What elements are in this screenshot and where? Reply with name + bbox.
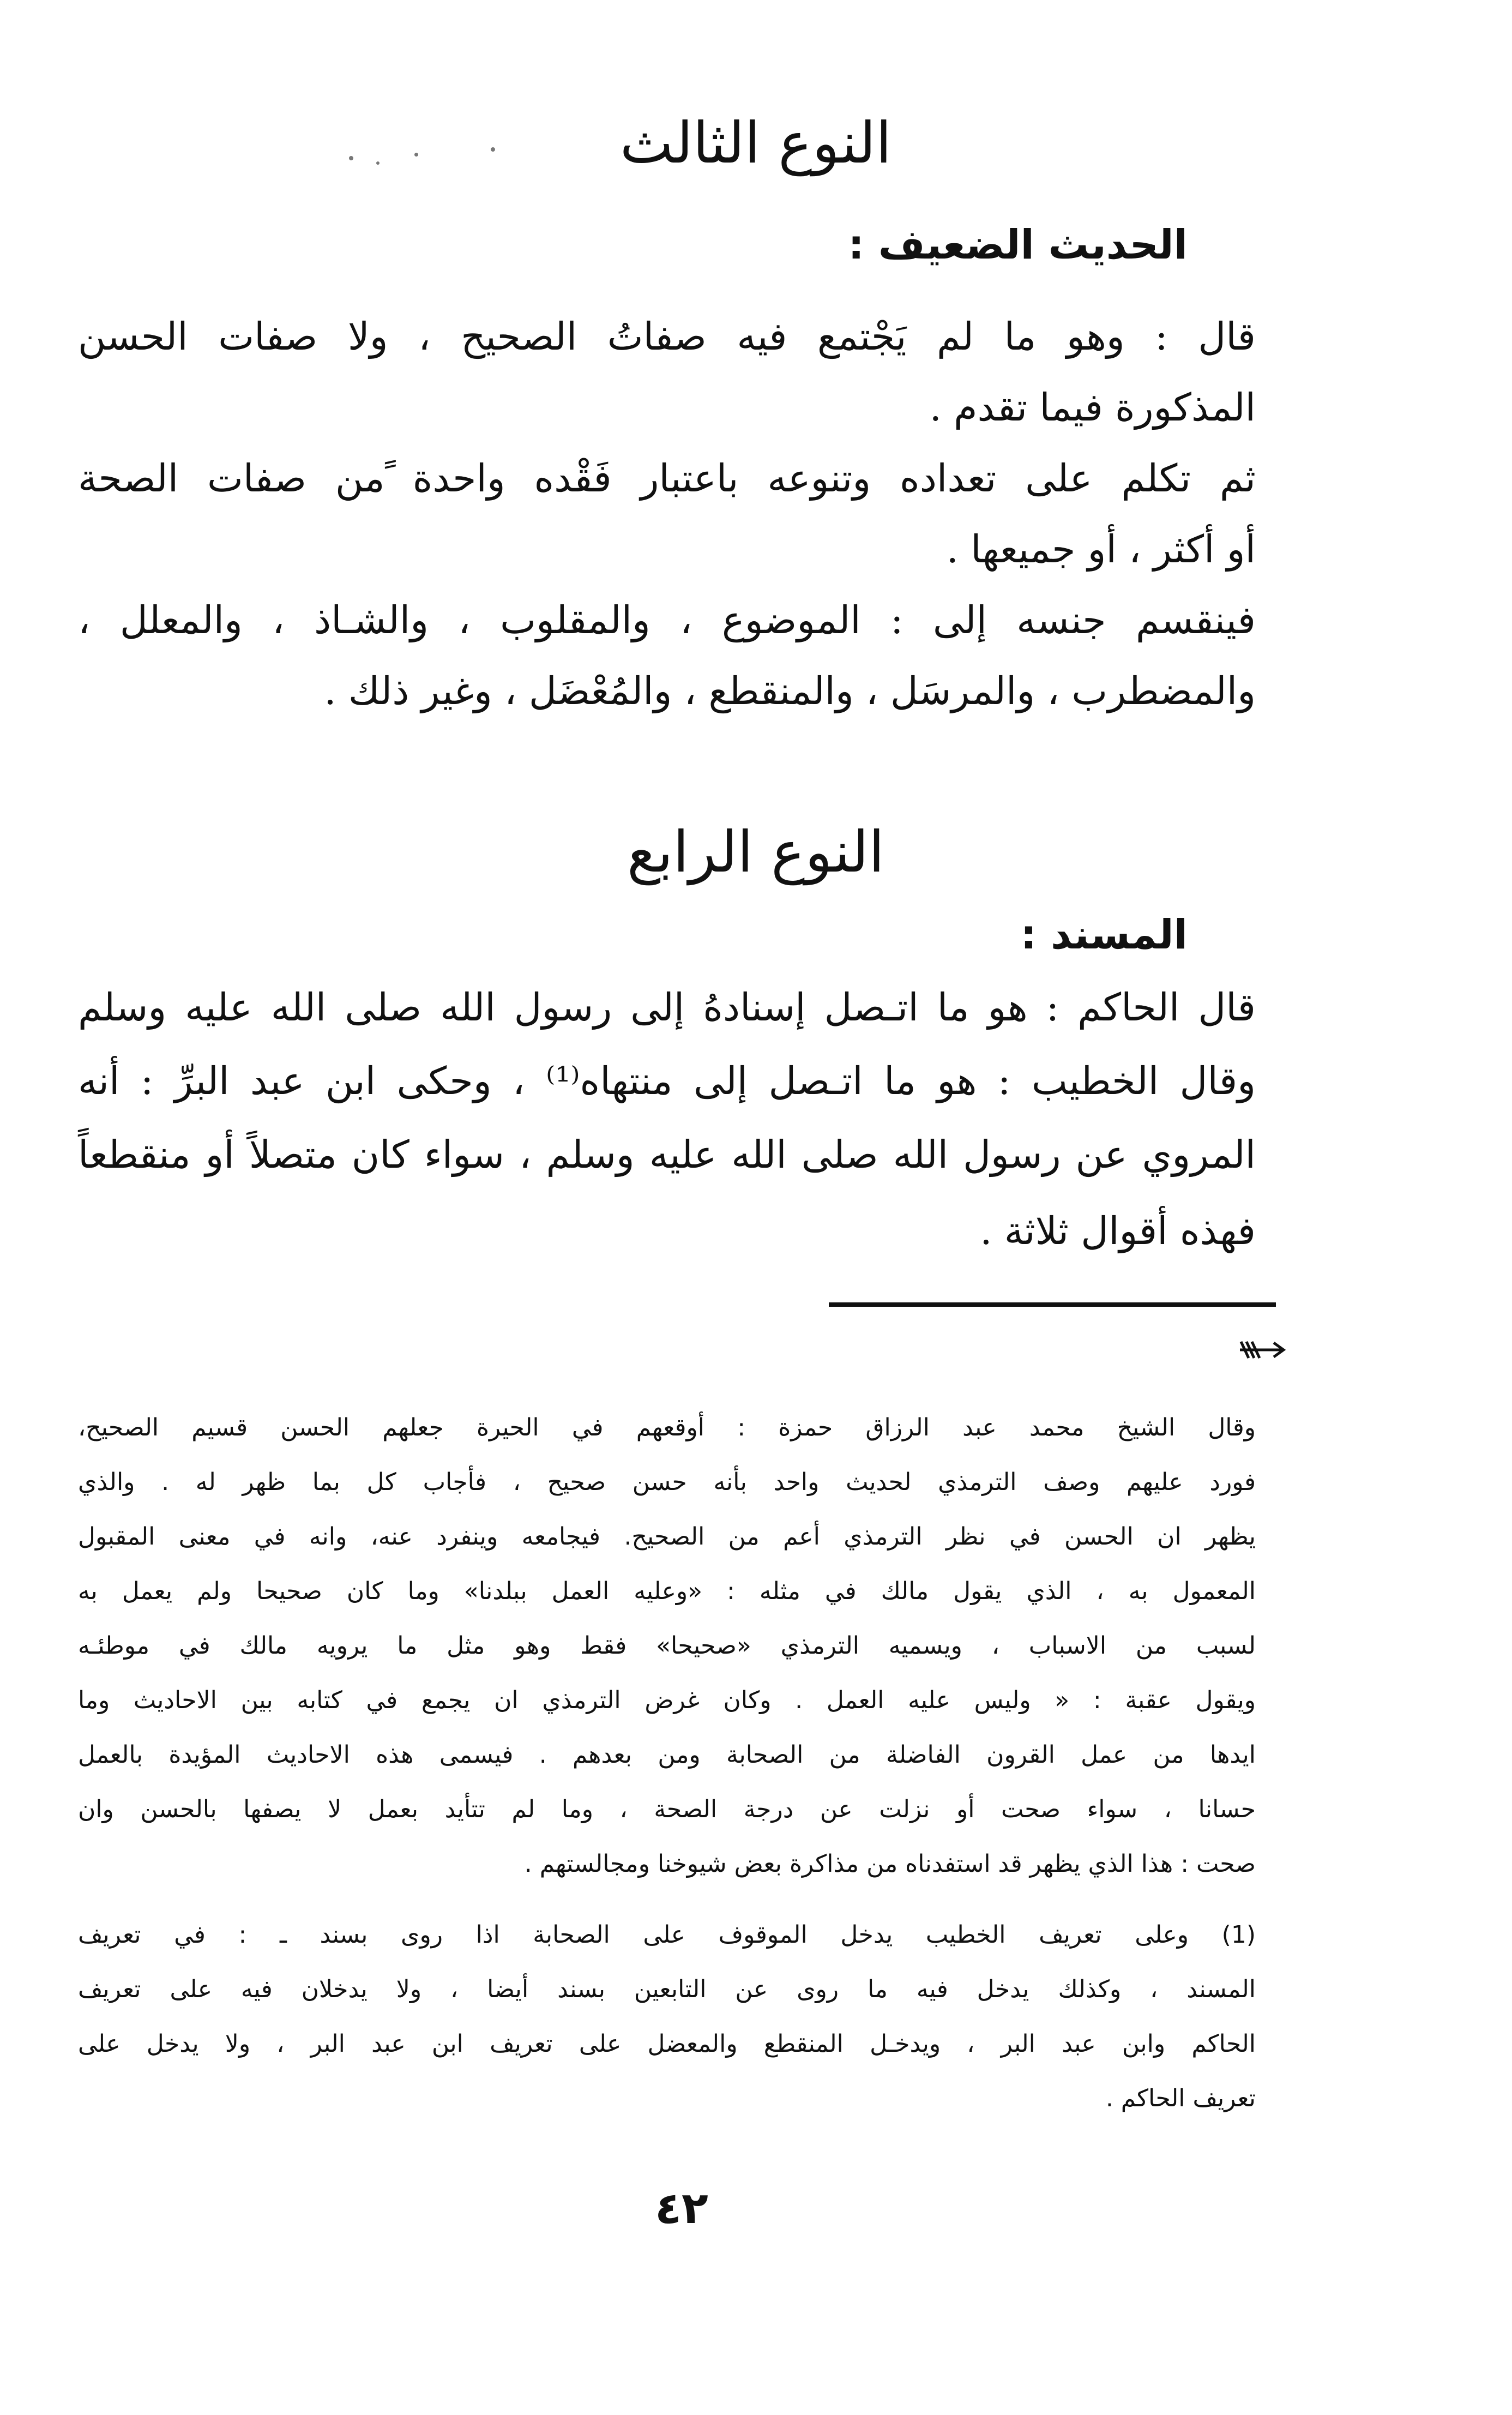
footnote-line: فورد عليهم وصف الترمذي لحديث واحد بأنه حسن صحيح ، فأجاب كل بما ظهر له . والذي — [78, 1468, 1256, 1496]
footnote-line: المعمول به ، الذي يقول مالك في مثله : «وعليه العمل ببلدنا» وما كان صحيحا ولم يعمل به — [78, 1577, 1256, 1605]
footnote-line: وقال الشيخ محمد عبد الرزاق حمزة : أوقعهم في الحيرة جعلهم الحسن قسيم الصحيح، — [78, 1414, 1256, 1441]
footnote-line: حسانا ، سواء صحت أو نزلت عن درجة الصحة ، وما لم تتأيد بعمل لا يصفها بالحسن وان — [78, 1795, 1256, 1823]
section-4-line: المروي عن رسول الله صلى الله عليه وسلم ، سواء كان متصلاً أو منقطعاً — [78, 1132, 1256, 1177]
footnote-line: ويقول عقبة : « وليس عليه العمل . وكان غرض الترمذي ان يجمع في كتابه بين الاحاديث وما — [78, 1686, 1256, 1714]
scan-speck — [414, 153, 418, 157]
footnote-line: صحت : هذا الذي يظهر قد استفدناه من مذاكرة بعض شيوخنا ومجالستهم . — [524, 1850, 1256, 1878]
footnote-line: ايدها من عمل القرون الفاضلة من الصحابة ومن بعدهم . فيسمى هذه الاحاديث المؤيدة بالعمل — [78, 1741, 1256, 1769]
footnote-1-line: الحاكم وابن عبد البر ، ويدخـل المنقطع والمعضل على تعريف ابن عبد البر ، ولا يدخل على — [78, 2030, 1256, 2058]
section-4-line: وقال الخطيب : هو ما اتـصل إلى منتهاه⁽¹⁾ ، وحكى ابن عبد البرِّ : أنه — [78, 1059, 1256, 1103]
section-4-title: النوع الرابع — [627, 819, 884, 885]
footnote-line: يظهر ان الحسن في نظر الترمذي أعم من الصحيح. فيجامعه وينفرد عنه، وانه في معنى المقبول — [78, 1523, 1256, 1551]
footnote-line: لسبب من الاسباب ، ويسميه الترمذي «صحيحا» فقط وهو مثل ما يرويه مالك في موطئـه — [78, 1632, 1256, 1660]
footnote-1-line: تعريف الحاكم . — [1105, 2084, 1256, 2112]
section-3-line: قال : وهو ما لم يَجْتمع فيه صفاتُ الصحيح ، ولا صفات الحسن — [78, 314, 1256, 359]
scan-speck — [349, 156, 353, 160]
section-3-subtitle: الحديث الضعيف : — [848, 221, 1188, 268]
scan-speck — [376, 161, 379, 165]
arrow-icon — [1238, 1336, 1287, 1363]
section-3-line: فينقسم جنسه إلى : الموضوع ، والمقلوب ، والشـاذ ، والمعلل ، — [78, 598, 1256, 642]
section-3-line: ثم تكلم على تعداده وتنوعه باعتبار فَقْده واحدة ًمن صفات الصحة — [78, 456, 1256, 501]
footnote-1-line: المسند ، وكذلك يدخل فيه ما روى عن التابعين بسند أيضا ، ولا يدخلان فيه على تعريف — [78, 1975, 1256, 2003]
section-4-subtitle: المسند : — [1020, 911, 1188, 958]
section-3-line: والمضطرب ، والمرسَل ، والمنقطع ، والمُعْضَل ، وغير ذلك . — [324, 669, 1256, 713]
page-number: ٤٢ — [655, 2183, 708, 2233]
section-4-line: قال الحاكم : هو ما اتـصل إسنادهُ إلى رسول الله صلى الله عليه وسلم — [78, 985, 1256, 1030]
section-3-line: المذكورة فيما تقدم . — [929, 385, 1256, 430]
footnote-1-line: (1) وعلى تعريف الخطيب يدخل الموقوف على الصحابة اذا روى بسند ـ : في تعريف — [78, 1921, 1256, 1949]
section-3-title: النوع الثالث — [619, 110, 892, 176]
section-4-line: فهذه أقوال ثلاثة . — [980, 1209, 1256, 1253]
footnote-separator-rule — [829, 1302, 1276, 1307]
section-3-line: أو أكثر ، أو جميعها . — [946, 527, 1256, 572]
